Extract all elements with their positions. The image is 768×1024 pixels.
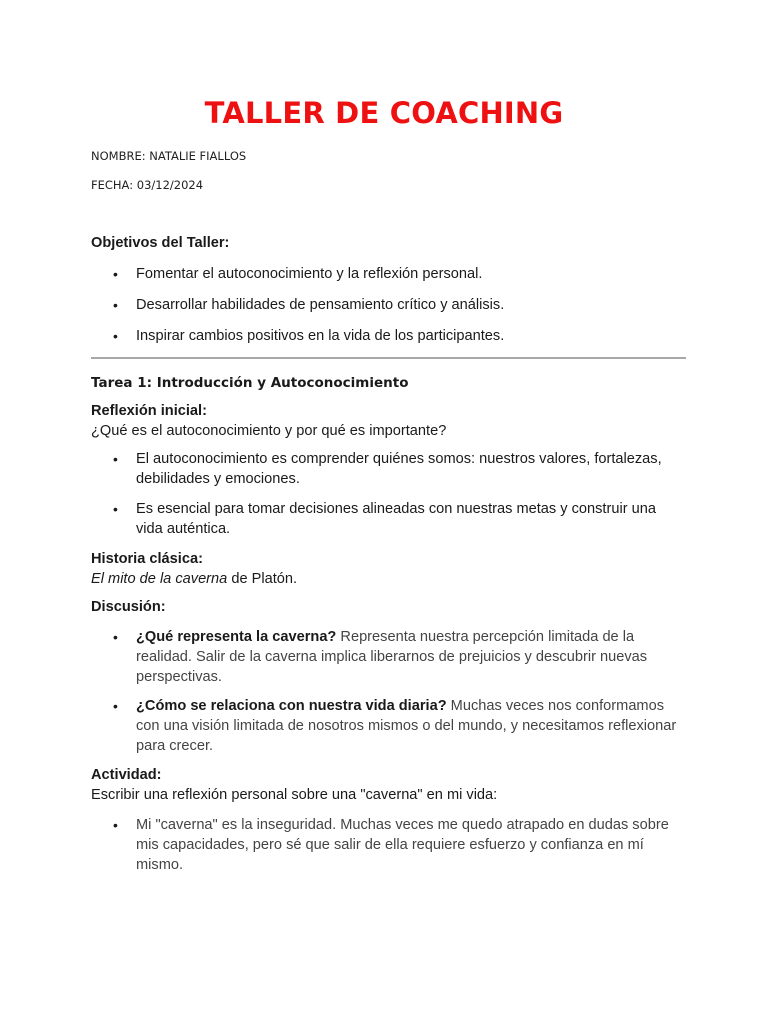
bullet-icon: • <box>113 629 118 645</box>
list-item: • Es esencial para tomar decisiones alineadas con nuestras metas y construir una vida auténtica. <box>113 501 656 537</box>
objectives-list <box>91 264 686 346</box>
discussion-list <box>91 627 686 756</box>
story-author: de Platón. <box>227 571 298 587</box>
document-title: TALLER DE COACHING <box>204 96 564 130</box>
list-item: • Fomentar el autoconocimiento y la reflexión personal. <box>113 266 483 282</box>
objectives-heading: Objetivos del Taller: <box>91 235 230 251</box>
list-item: • Mi "caverna" es la inseguridad. Muchas veces me quedo atrapado en dudas sobre mis capacidades, pero sé que salir de ella requiere esfuerzo y confianza en mí mismo. <box>113 817 669 873</box>
reflection-question: ¿Qué es el autoconocimiento y por qué es importante? <box>91 423 447 439</box>
date-line: FECHA: 03/12/2024 <box>91 178 204 192</box>
horizontal-divider <box>91 357 686 359</box>
reflection-heading: Reflexión inicial: <box>91 403 207 419</box>
list-item <box>91 627 686 687</box>
task1-heading: Tarea 1: Introducción y Autoconocimiento <box>91 375 409 391</box>
discussion-question: ¿Cómo se relaciona con nuestra vida diaria? <box>136 698 447 714</box>
story-line <box>91 569 686 589</box>
bullet-icon: • <box>113 266 118 282</box>
discussion-heading: Discusión: <box>91 599 166 615</box>
list-item: • Desarrollar habilidades de pensamiento crítico y análisis. <box>113 297 505 313</box>
name-line: NOMBRE: NATALIE FIALLOS <box>91 149 247 163</box>
bullet-icon: • <box>113 817 118 833</box>
bullet-icon: • <box>113 501 118 517</box>
story-title: El mito de la caverna <box>91 571 228 587</box>
list-item: • Inspirar cambios positivos en la vida de los participantes. <box>113 328 505 344</box>
bullet-icon: • <box>113 698 118 714</box>
bullet-icon: • <box>113 451 118 467</box>
discussion-answer: Muchas veces nos conformamos con una visión limitada de nosotros mismos o del mundo, y necesitamos reflexionar para crecer. <box>136 698 677 754</box>
activity-heading: Actividad: <box>91 767 162 783</box>
bullet-icon: • <box>113 297 118 313</box>
activity-list <box>91 815 686 875</box>
list-item: • El autoconocimiento es comprender quiénes somos: nuestros valores, fortalezas, debilidades y emociones. <box>113 451 662 487</box>
reflection-list <box>91 449 686 539</box>
list-item <box>91 696 686 756</box>
discussion-question: ¿Qué representa la caverna? <box>136 629 337 645</box>
activity-prompt: Escribir una reflexión personal sobre una "caverna" en mi vida: <box>91 787 498 803</box>
story-heading: Historia clásica: <box>91 551 203 567</box>
bullet-icon: • <box>113 328 118 344</box>
discussion-answer: Representa nuestra percepción limitada de la realidad. Salir de la caverna implica liberarnos de prejuicios y descubrir nuevas perspectivas. <box>136 629 648 685</box>
document-body <box>91 233 686 875</box>
